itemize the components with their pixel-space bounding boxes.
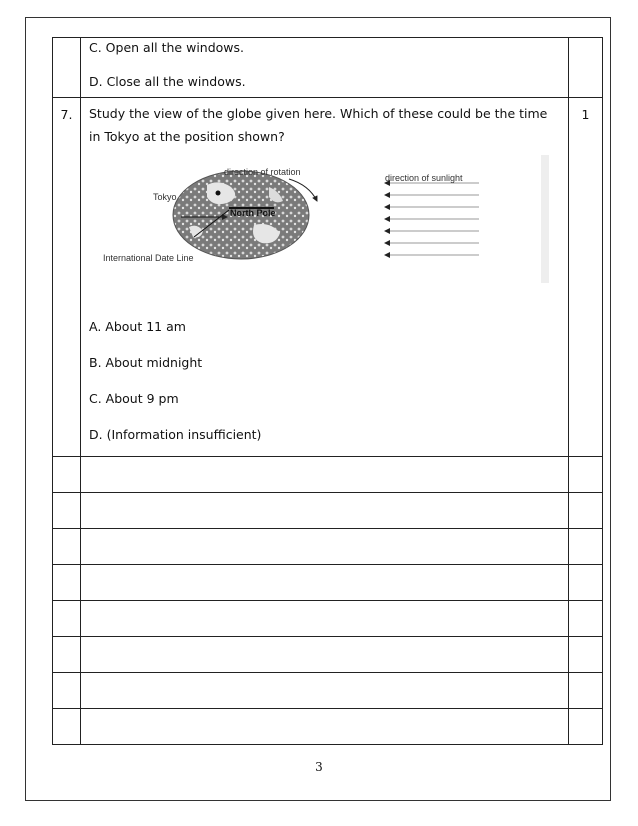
globe-diagram: [89, 155, 577, 300]
option-c: C. About 9 pm: [89, 391, 179, 406]
text-cell: [81, 38, 569, 98]
number-cell: [53, 673, 81, 709]
option-b: B. About midnight: [89, 355, 203, 370]
text-cell: [81, 457, 569, 493]
marks-cell: [569, 637, 603, 673]
date-line-label: International Date Line: [103, 253, 194, 263]
question-table: [52, 37, 603, 745]
number-cell: [53, 457, 81, 493]
text-cell: [81, 565, 569, 601]
table-row: [53, 601, 603, 637]
text-cell: [81, 601, 569, 637]
option-d: D. Close all the windows.: [89, 74, 246, 89]
table-row: [53, 98, 603, 457]
table-row: [53, 673, 603, 709]
marks-cell: [569, 493, 603, 529]
tokyo-label: Tokyo: [153, 192, 177, 202]
number-cell: [53, 601, 81, 637]
text-cell: [81, 637, 569, 673]
marks-cell: [569, 38, 603, 98]
text-cell: [81, 98, 569, 457]
table-row: [53, 529, 603, 565]
table-row: [53, 457, 603, 493]
number-cell: [53, 709, 81, 745]
option-d: D. (Information insufficient): [89, 427, 262, 442]
question-marks: 1: [569, 98, 603, 457]
table-row: [53, 709, 603, 745]
number-cell: [53, 529, 81, 565]
sunlight-label: direction of sunlight: [385, 173, 463, 183]
marks-cell: [569, 565, 603, 601]
option-a: A. About 11 am: [89, 319, 186, 334]
table-row: [53, 637, 603, 673]
north-pole-label: North Pole: [230, 208, 276, 218]
marks-cell: [569, 529, 603, 565]
marks-cell: [569, 673, 603, 709]
table-row: [53, 565, 603, 601]
number-cell: [53, 637, 81, 673]
number-cell: [53, 565, 81, 601]
table-row: [53, 38, 603, 98]
tokyo-dot: [216, 191, 221, 196]
number-cell: [53, 493, 81, 529]
page-number: 3: [315, 760, 323, 774]
sunlight-arrows: [385, 183, 479, 255]
text-cell: [81, 493, 569, 529]
rotation-label: direction of rotation: [224, 167, 301, 177]
globe-figure: [89, 155, 560, 300]
text-cell: [81, 673, 569, 709]
question-stem: Study the view of the globe given here. Which of these could be the time in Tokyo at the position shown?: [89, 106, 548, 144]
marks-cell: [569, 457, 603, 493]
marks-cell: [569, 709, 603, 745]
text-cell: [81, 529, 569, 565]
question-number: 7.: [53, 98, 81, 457]
table-row: [53, 493, 603, 529]
marks-cell: [569, 601, 603, 637]
number-cell: [53, 38, 81, 98]
option-c: C. Open all the windows.: [89, 40, 245, 55]
figure-edge-bar: [541, 155, 549, 283]
text-cell: [81, 709, 569, 745]
